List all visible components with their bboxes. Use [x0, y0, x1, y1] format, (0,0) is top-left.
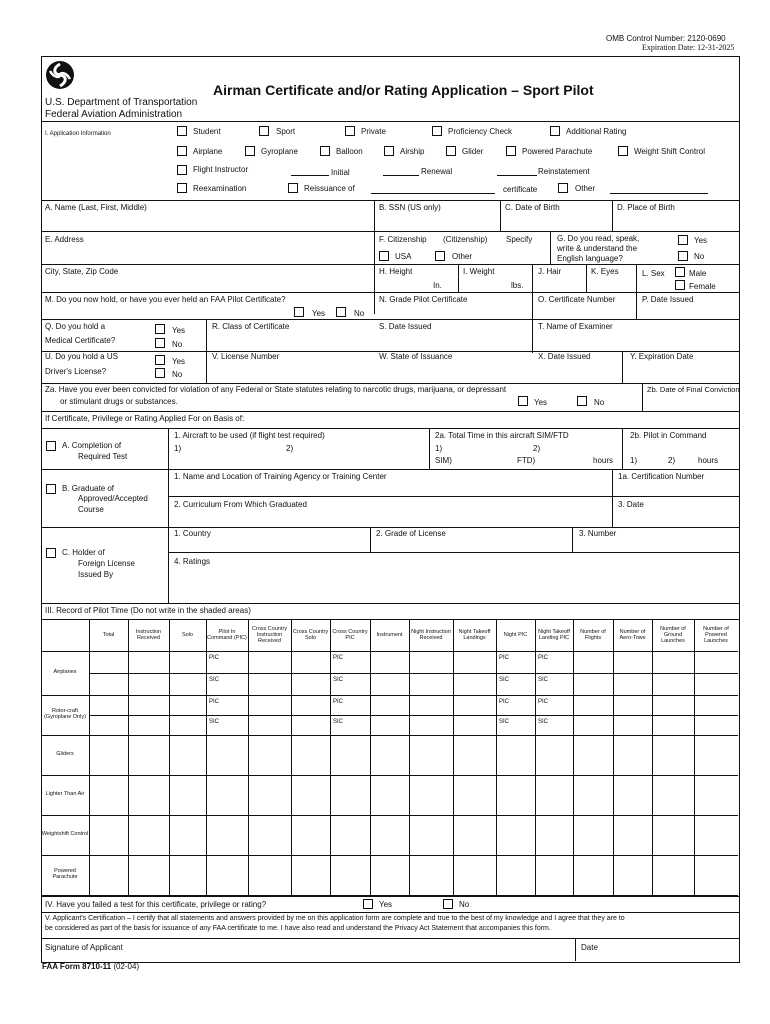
- field-address[interactable]: E. Address: [45, 235, 84, 244]
- weight-shift-checkbox[interactable]: [618, 146, 628, 156]
- column-header: Solo: [181, 632, 193, 639]
- field-license-date[interactable]: X. Date Issued: [538, 352, 591, 361]
- divider: [168, 496, 739, 497]
- sic-cell-label: SIC: [333, 719, 344, 725]
- divider: [500, 200, 501, 231]
- foreign-label1: C. Holder of: [62, 548, 105, 557]
- conviction-yes-checkbox[interactable]: [518, 396, 528, 406]
- pic-cell-label: PIC: [499, 655, 510, 661]
- sport-label: Sport: [276, 127, 296, 136]
- field-cert-number[interactable]: O. Certificate Number: [538, 295, 616, 304]
- pic-label[interactable]: 2b. Pilot in Command: [630, 431, 707, 440]
- conviction-no-label: No: [594, 398, 605, 407]
- medical-q1: Q. Do you hold a: [45, 322, 106, 331]
- column-header: Number of Flights: [580, 629, 606, 641]
- section1-label: I. Application Information: [45, 131, 111, 137]
- grid-subrow-line: [89, 715, 738, 716]
- initial-label: Initial: [331, 168, 350, 177]
- field-examiner[interactable]: T. Name of Examiner: [538, 322, 613, 331]
- column-header: Night Takeoff Landing PIC: [538, 629, 570, 641]
- field-pob[interactable]: D. Place of Birth: [617, 203, 675, 212]
- field-name[interactable]: A. Name (Last, First, Middle): [45, 203, 147, 212]
- failed-no-label: No: [459, 900, 470, 909]
- grid-subrow-line: [89, 673, 738, 674]
- held-no-label: No: [354, 309, 365, 318]
- balloon-checkbox[interactable]: [320, 146, 330, 156]
- total-time-1: 1): [435, 444, 443, 453]
- sic-cell-label: SIC: [209, 719, 220, 725]
- balloon-label: Balloon: [336, 147, 363, 156]
- column-header: Instruction Received: [135, 629, 162, 641]
- field-held-certificate: M. Do you now hold, or have you ever held an FAA Pilot Certificate?: [45, 295, 286, 304]
- field-sex: L. Sex: [642, 269, 665, 278]
- pic-cell-label: PIC: [333, 655, 344, 661]
- citizenship-specify: Specify: [506, 235, 533, 244]
- other-checkbox[interactable]: [558, 183, 568, 193]
- divider: [41, 292, 739, 293]
- medical-yes-label: Yes: [172, 326, 186, 335]
- pic-cell-label: PIC: [209, 655, 220, 661]
- graduate-label2: Approved/Accepted: [78, 494, 148, 503]
- airship-checkbox[interactable]: [384, 146, 394, 156]
- row-label: Rotor-craft (Gyroplane Only): [44, 708, 86, 720]
- divider: [41, 469, 739, 470]
- powered-parachute-checkbox[interactable]: [506, 146, 516, 156]
- female-label: Female: [689, 282, 716, 291]
- reexamination-label: Reexamination: [193, 184, 247, 193]
- pic-cell-label: PIC: [333, 699, 344, 705]
- pilot-time-table: [41, 619, 739, 896]
- page-title: Airman Certificate and/or Rating Application – Sport Pilot: [213, 82, 594, 98]
- section3-label: III. Record of Pilot Time (Do not write in the shaded areas): [45, 606, 251, 615]
- citizenship-paren: (Citizenship): [443, 235, 488, 244]
- form-revision: (02-04): [113, 962, 140, 971]
- divider: [41, 912, 739, 913]
- total-time-ftd: FTD): [517, 456, 536, 465]
- english-no-checkbox[interactable]: [678, 251, 688, 261]
- pic-cell-label: PIC: [209, 699, 220, 705]
- grid-row-line: [41, 855, 738, 856]
- form-number-bold: FAA Form 8710-11: [42, 962, 112, 971]
- sic-cell-label: SIC: [333, 677, 344, 683]
- divider: [41, 264, 739, 265]
- conviction-yes-label: Yes: [534, 398, 548, 407]
- field-dob[interactable]: C. Date of Birth: [505, 203, 560, 212]
- total-time-sim: SIM): [435, 456, 452, 465]
- male-label: Male: [689, 269, 707, 278]
- certification-text1: V. Applicant's Certification – I certify that all statements and answers provided by me on this application form are complete and true to the best of my knowledge and I agree that they are to: [45, 915, 625, 922]
- form-number: [42, 963, 139, 972]
- grid-row-line: [41, 651, 738, 652]
- conviction-q1: Za. Have you ever been convicted for violation of any Federal or State statutes relating to narcotic drugs, marijuana, or depressant: [45, 385, 507, 394]
- field-license-number[interactable]: V. License Number: [212, 352, 280, 361]
- conviction-q2: or stimulant drugs or substances.: [60, 397, 178, 406]
- divider: [575, 938, 576, 961]
- divider: [636, 292, 637, 319]
- reinstatement-blank[interactable]: [497, 175, 537, 176]
- english-q2: write & understand the: [557, 244, 638, 253]
- field-eyes[interactable]: K. Eyes: [591, 267, 619, 276]
- field-state[interactable]: W. State of Issuance: [379, 352, 453, 361]
- divider: [41, 231, 739, 232]
- divider: [550, 231, 551, 264]
- divider: [612, 200, 613, 231]
- divider: [532, 264, 533, 292]
- license-q2: Driver's License?: [45, 367, 107, 376]
- divider: [41, 383, 739, 384]
- agency-line2: Federal Aviation Administration: [45, 109, 183, 120]
- private-label: Private: [361, 127, 386, 136]
- row-label: Powered Parachute: [52, 868, 78, 880]
- english-yes-label: Yes: [694, 236, 708, 245]
- failed-no-checkbox[interactable]: [443, 899, 453, 909]
- completion-checkbox[interactable]: [46, 441, 56, 451]
- completion-label1: A. Completion of: [62, 441, 122, 450]
- section2-label: If Certificate, Privilege or Rating Applied For on Basis of:: [45, 414, 245, 423]
- divider: [642, 383, 643, 411]
- pic-cell-label: PIC: [538, 699, 549, 705]
- medical-q2: Medical Certificate?: [45, 336, 116, 345]
- citizenship-other-checkbox[interactable]: [435, 251, 445, 261]
- height-in: In.: [433, 281, 442, 290]
- total-time-hours: hours: [593, 456, 614, 465]
- usa-checkbox[interactable]: [379, 251, 389, 261]
- training-agency-label[interactable]: 1. Name and Location of Training Agency or Training Center: [174, 472, 387, 481]
- agency-line1: U.S. Department of Transportation: [45, 97, 198, 108]
- license-yes-checkbox[interactable]: [155, 355, 165, 365]
- divider: [622, 351, 623, 383]
- divider: [41, 428, 739, 429]
- column-header: Instrument: [376, 632, 403, 639]
- flight-instructor-label: Flight Instructor: [193, 165, 249, 174]
- sic-cell-label: SIC: [499, 719, 510, 725]
- column-header: Number of Ground Launches: [660, 626, 686, 644]
- divider: [41, 319, 739, 320]
- ratings-label[interactable]: 4. Ratings: [174, 557, 211, 566]
- divider: [41, 527, 739, 528]
- divider: [41, 603, 739, 604]
- held-yes-label: Yes: [312, 309, 326, 318]
- field-class[interactable]: R. Class of Certificate: [212, 322, 290, 331]
- divider: [572, 527, 573, 552]
- certification-number-label[interactable]: 1a. Certification Number: [618, 472, 705, 481]
- english-q3: English language?: [557, 254, 623, 263]
- grid-row-line: [41, 775, 738, 776]
- glider-checkbox[interactable]: [446, 146, 456, 156]
- signature-date-field[interactable]: Date: [581, 943, 598, 952]
- english-yes-checkbox[interactable]: [678, 235, 688, 245]
- sic-cell-label: SIC: [538, 677, 549, 683]
- reissuance-checkbox[interactable]: [288, 183, 298, 193]
- weight-lbs: lbs.: [511, 281, 524, 290]
- omb-expiration: Expiration Date: 12-31-2025: [642, 43, 735, 52]
- field-ssn[interactable]: B. SSN (US only): [379, 203, 441, 212]
- proficiency-check-checkbox[interactable]: [432, 126, 442, 136]
- field-grade[interactable]: N. Grade Pilot Certificate: [379, 295, 468, 304]
- graduate-checkbox[interactable]: [46, 484, 56, 494]
- failed-yes-checkbox[interactable]: [363, 899, 373, 909]
- pic-cell-label: PIC: [499, 699, 510, 705]
- male-checkbox[interactable]: [675, 267, 685, 277]
- column-header: Total: [102, 632, 115, 639]
- column-header: Pilot In Command (PIC): [207, 629, 247, 641]
- pic-1: 1): [630, 456, 638, 465]
- field-height[interactable]: H. Height: [379, 267, 413, 276]
- reexamination-checkbox[interactable]: [177, 183, 187, 193]
- divider: [374, 200, 375, 231]
- divider: [41, 121, 739, 122]
- certification-text2: be considered as part of the basis for issuance of any FAA certificate to me. I have also read and understand the Privacy Act Statement that accompanies this form.: [45, 925, 551, 932]
- gyroplane-checkbox[interactable]: [245, 146, 255, 156]
- female-checkbox[interactable]: [675, 280, 685, 290]
- row-label: Airplanes: [53, 669, 77, 676]
- divider: [374, 231, 375, 314]
- omb-control-number: OMB Control Number: 2120-0690: [606, 34, 726, 43]
- usa-label: USA: [395, 252, 412, 261]
- field-citizenship: F. Citizenship: [379, 235, 427, 244]
- other-label: Other: [575, 184, 596, 193]
- row-label: Weightshift Control: [41, 831, 89, 838]
- signature-field[interactable]: Signature of Applicant: [45, 943, 123, 952]
- held-yes-checkbox[interactable]: [294, 307, 304, 317]
- column-header: Night Instruction Received: [411, 629, 451, 641]
- divider: [612, 469, 613, 527]
- foreign-label3: Issued By: [78, 570, 114, 579]
- divider: [168, 552, 739, 553]
- column-header: Cross Country Instruction Received: [251, 626, 288, 644]
- flight-instructor-checkbox[interactable]: [177, 165, 187, 175]
- row-label: Lighter Than Air: [45, 791, 85, 798]
- english-no-label: No: [694, 252, 705, 261]
- foreign-label2: Foreign License: [78, 559, 135, 568]
- divider: [429, 428, 430, 469]
- field-conviction-date[interactable]: Zb. Date of Final Conviction: [647, 385, 740, 394]
- sic-cell-label: SIC: [499, 677, 510, 683]
- license-yes-label: Yes: [172, 357, 186, 366]
- aircraft-2: 2): [286, 444, 294, 453]
- license-no-label: No: [172, 370, 183, 379]
- foreign-checkbox[interactable]: [46, 548, 56, 558]
- graduate-label3: Course: [78, 505, 104, 514]
- graduate-label1: B. Graduate of: [62, 484, 115, 493]
- citizenship-other-label: Other: [452, 252, 473, 261]
- section4-label: IV. Have you failed a test for this certificate, privilege or rating?: [45, 900, 267, 909]
- failed-yes-label: Yes: [379, 900, 393, 909]
- field-expiration[interactable]: Y. Expiration Date: [630, 352, 694, 361]
- sport-checkbox[interactable]: [259, 126, 269, 136]
- grid-row-line: [41, 815, 738, 816]
- field-city[interactable]: City, State, Zip Code: [45, 267, 119, 276]
- dot-logo-icon: [45, 60, 75, 90]
- additional-rating-checkbox[interactable]: [550, 126, 560, 136]
- pic-hours: hours: [698, 456, 719, 465]
- divider: [458, 264, 459, 292]
- divider: [622, 428, 623, 469]
- medical-yes-checkbox[interactable]: [155, 324, 165, 334]
- divider: [636, 264, 637, 292]
- other-blank[interactable]: [610, 193, 708, 194]
- divider: [41, 938, 739, 939]
- certificate-label: certificate: [503, 185, 538, 194]
- license-q1: U. Do you hold a US: [45, 352, 118, 361]
- field-weight[interactable]: I. Weight: [463, 267, 495, 276]
- aircraft-label[interactable]: 1. Aircraft to be used (if flight test required): [174, 431, 325, 440]
- column-header: Number of Powered Launches: [703, 626, 729, 644]
- column-header: Night Takeoff Landings: [458, 629, 491, 641]
- student-label: Student: [193, 127, 221, 136]
- field-hair[interactable]: J. Hair: [538, 267, 562, 276]
- renewal-label: Renewal: [421, 167, 453, 176]
- pic-2: 2): [668, 456, 676, 465]
- student-checkbox[interactable]: [177, 126, 187, 136]
- powered-parachute-label: Powered Parachute: [522, 147, 593, 156]
- column-header: Night PIC: [503, 632, 528, 639]
- conviction-no-checkbox[interactable]: [577, 396, 587, 406]
- grade-license-label[interactable]: 2. Grade of License: [376, 529, 446, 538]
- curriculum-label[interactable]: 2. Curriculum From Which Graduated: [174, 500, 307, 509]
- grid-row-line: [41, 735, 738, 736]
- divider: [532, 292, 533, 353]
- english-q1: G. Do you read, speak,: [557, 234, 640, 243]
- reissuance-blank[interactable]: [371, 193, 495, 194]
- renewal-blank[interactable]: [383, 175, 419, 176]
- divider: [586, 264, 587, 292]
- license-no-checkbox[interactable]: [155, 368, 165, 378]
- held-no-checkbox[interactable]: [336, 307, 346, 317]
- glider-label: Glider: [462, 147, 484, 156]
- aircraft-1: 1): [174, 444, 182, 453]
- airship-label: Airship: [400, 147, 425, 156]
- weight-shift-label: Weight Shift Control: [634, 147, 705, 156]
- medical-no-checkbox[interactable]: [155, 338, 165, 348]
- private-checkbox[interactable]: [345, 126, 355, 136]
- grid-row-line: [41, 695, 738, 696]
- additional-rating-label: Additional Rating: [566, 127, 627, 136]
- medical-no-label: No: [172, 340, 183, 349]
- field-date-issued-s[interactable]: S. Date Issued: [379, 322, 432, 331]
- field-date-issued-p[interactable]: P. Date Issued: [642, 295, 694, 304]
- divider: [41, 200, 739, 201]
- reinstatement-label: Reinstatement: [538, 167, 590, 176]
- column-header: Number of Aero-Tows: [619, 629, 646, 641]
- country-label[interactable]: 1. Country: [174, 529, 211, 538]
- column-header: Cross Country Solo: [292, 629, 329, 641]
- divider: [370, 527, 371, 552]
- total-time-label[interactable]: 2a. Total Time in this aircraft SIM/FTD: [435, 431, 569, 440]
- foreign-number-label[interactable]: 3. Number: [579, 529, 617, 538]
- divider: [41, 411, 739, 412]
- total-time-2: 2): [533, 444, 541, 453]
- initial-blank[interactable]: [291, 175, 329, 176]
- divider: [41, 896, 739, 897]
- airplane-checkbox[interactable]: [177, 146, 187, 156]
- gyroplane-label: Gyroplane: [261, 147, 298, 156]
- airplane-label: Airplane: [193, 147, 223, 156]
- proficiency-check-label: Proficiency Check: [448, 127, 513, 136]
- divider: [168, 428, 169, 603]
- sic-cell-label: SIC: [538, 719, 549, 725]
- pic-cell-label: PIC: [538, 655, 549, 661]
- column-header: Cross Country PIC: [332, 629, 368, 641]
- sic-cell-label: SIC: [209, 677, 220, 683]
- completion-label2: Required Test: [78, 452, 128, 461]
- curriculum-date-label[interactable]: 3. Date: [618, 500, 644, 509]
- reissuance-label: Reissuance of: [304, 184, 355, 193]
- row-label: Gliders: [56, 751, 74, 758]
